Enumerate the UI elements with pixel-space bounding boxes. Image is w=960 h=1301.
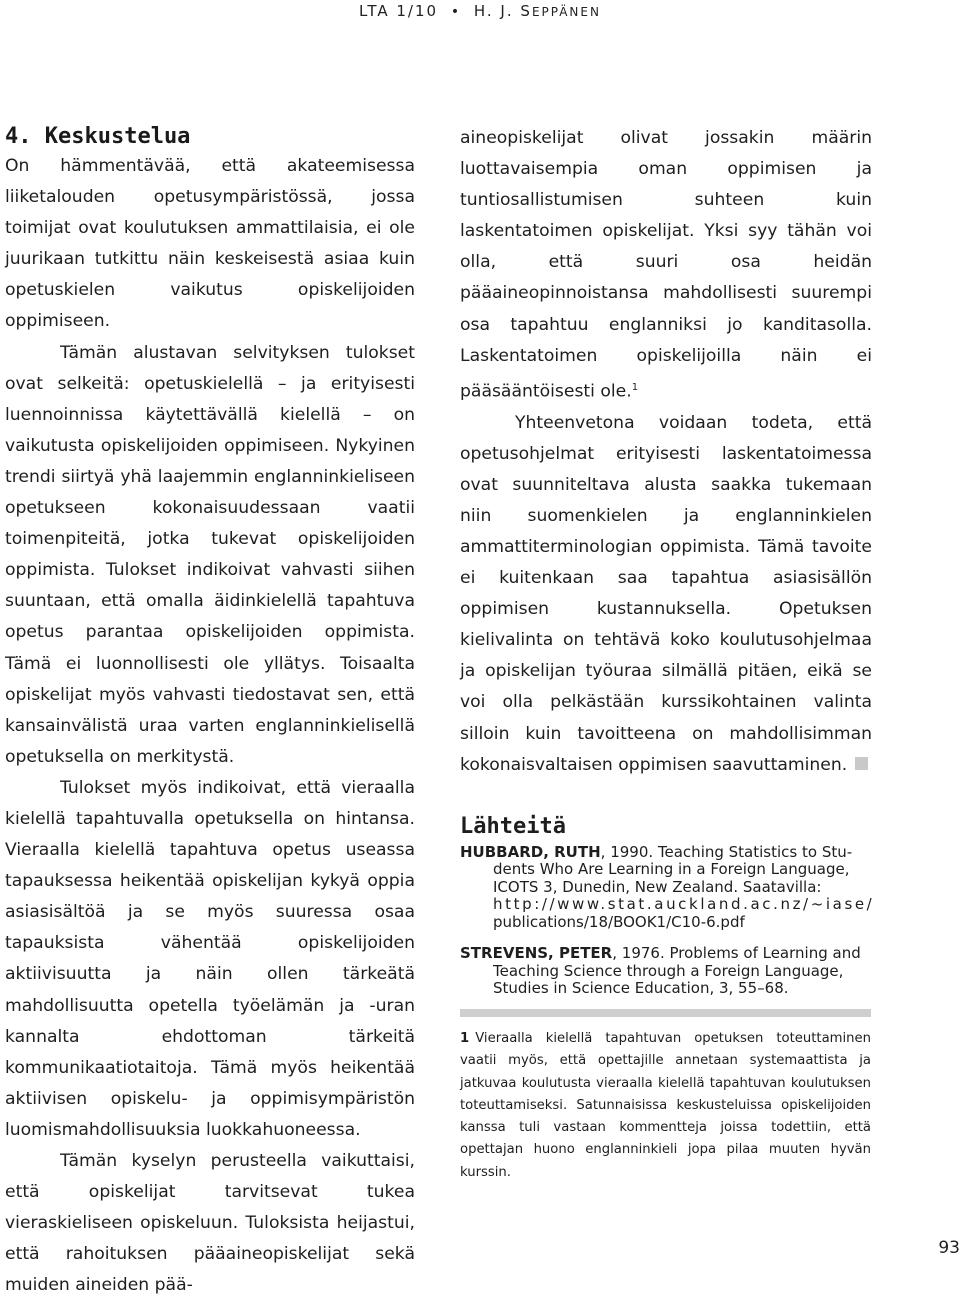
header-bullet: • <box>450 4 462 20</box>
section-title: 4. Keskustelua <box>5 124 191 149</box>
end-of-article-mark <box>855 757 868 770</box>
reference-url: http://www.stat.auckland.ac.nz/~iase/ <box>493 895 875 914</box>
reference-item: STREVENS, PETER, 1976. Problems of Learning and Teaching Science through a Foreign Language, Studies in Science Education, 3, 55–68. <box>460 944 861 998</box>
author-initials: H. J. <box>473 2 514 20</box>
paragraph: Yhteenvetona voidaan todeta, että opetusohjelmat erityisesti laskentatoimessa ovat suunniteltava alusta saakka tukemaan niin suomenkielen ja englanninkielen ammattiterminologian oppimista. Tämä tavoite ei kuitenkaan saa tapahtua asiasisällön oppimisen kustannuksella. Opetuksen kielivalinta on tehtävä koko koulutusohjelmaa ja opiskelijan työuraa silmällä pitäen, eikä se voi olla pelkästään kurssikohtainen valinta silloin kuin tavoitteena on mahdollisimman kokonaisvaltaisen oppimisen saavuttaminen. <box>460 412 872 775</box>
reference-author: HUBBARD, RUTH <box>460 842 601 861</box>
reference-author: STREVENS, PETER <box>460 944 613 963</box>
journal-label: LTA 1/10 <box>359 2 439 20</box>
paragraph: On hämmentävää, että akateemisessa liiketalouden opetusympäristössä, jossa toimijat ovat koulutuksen ammattilaisia, ei ole juurikaan tutkittu näin keskeisestä asiaa kuin opetuskielen vaikutus opiskelijoiden oppimiseen. <box>5 156 415 332</box>
paragraph: Tämän alustavan selvityksen tulokset ovat selkeitä: opetuskielellä – ja erityisesti luennoinnissa käytettävällä kielellä – on vaikutusta opiskelijoiden oppimiseen. Nykyinen trendi siirtyä yhä laajemmin englanninkieliseen opetukseen kokonaisuudessaan vaatii toimenpiteitä, jotka tukevat opiskelijoiden oppimista. Tulokset indikoivat vahvasti siihen suuntaan, että omalla äidinkielellä tapahtuva opetus parantaa opiskelijoiden oppimista. Tämä ei luonnollisesti ole yllätys. Toisaalta opiskelijat myös vahvasti tiedostavat sen, että kansainvälistä uraa varten englanninkielisellä opetuksella on merkitystä. <box>5 342 415 767</box>
references-title: Lähteitä <box>460 813 566 839</box>
author-surname: SEPPÄNEN <box>520 2 601 20</box>
footnote: 1 Vieraalla kielellä tapahtuvan opetuksen toteuttaminen vaatii myös, että opettajille annetaan systemaattista ja jatkuvaa koulutusta vieraalla kielellä tapahtuvan koulutuksen toteuttamiseksi. Satunnaisissa keskusteluissa opiskelijoiden kanssa tuli vastaan kommentteja joissa todettiin, että opettajan huono englanninkieli jopa pilaa muuten hyvän kurssin. <box>460 1031 871 1180</box>
footnote-rule <box>460 1009 871 1017</box>
footnote-marker: 1 <box>631 381 639 393</box>
reference-item: HUBBARD, RUTH, 1990. Teaching Statistics to Stu- dents Who Are Learning in a Foreign Language, ICOTS 3, Dunedin, New Zealand. Saatavilla: http://www.stat.auckland.ac.nz/~iase/ publications/18/BOOK1/C10-6.pdf <box>460 842 875 931</box>
paragraph: Tulokset myös indikoivat, että vieraalla kielellä tapahtuvalla opetuksella on hintansa. Vieraalla kielellä tapahtuva opetus useassa tapauksessa heikentää opiskelijan kykyä oppia asiasisältöä ja se myös suuressa osaa tapauksista vähentää opiskelijoiden aktiivisuutta ja näin ollen tärkeätä mahdollisuutta opetella työelämän ja -uran kannalta ehdottoman tärkeitä kommunikaatiotaitoja. Tämä myös heikentää aktiivisen opiskelu- ja oppimisympäristön luomismahdollisuuksia luokkahuoneessa. <box>5 777 415 1140</box>
running-header <box>0 2 960 20</box>
paragraph: Tämän kyselyn perusteella vaikuttaisi, että opiskelijat tarvitsevat tukea vieraskieliseen opiskeluun. Tuloksista heijastui, että rahoituksen pääaineopiskelijat sekä muiden aineiden pää- <box>5 1151 415 1296</box>
page-number: 93 <box>938 1238 960 1258</box>
footnote-number: 1 <box>460 1031 470 1046</box>
right-column <box>460 123 875 1012</box>
left-column <box>5 123 415 1301</box>
paragraph: aineopiskelijat olivat jossakin määrin luottavaisempia oman oppimisen ja tuntiosallistumisen suhteen kuin laskentatoimen opiskelijat. Yksi syy tähän voi olla, että suuri osa heidän pääaineopinnoistansa mahdollisesti suurempi osa tapahtuu englanniksi jo kanditasolla. Laskentatoimen opiskelijoilla näin ei pääsääntöisesti ole.$^1$ <box>460 128 872 402</box>
